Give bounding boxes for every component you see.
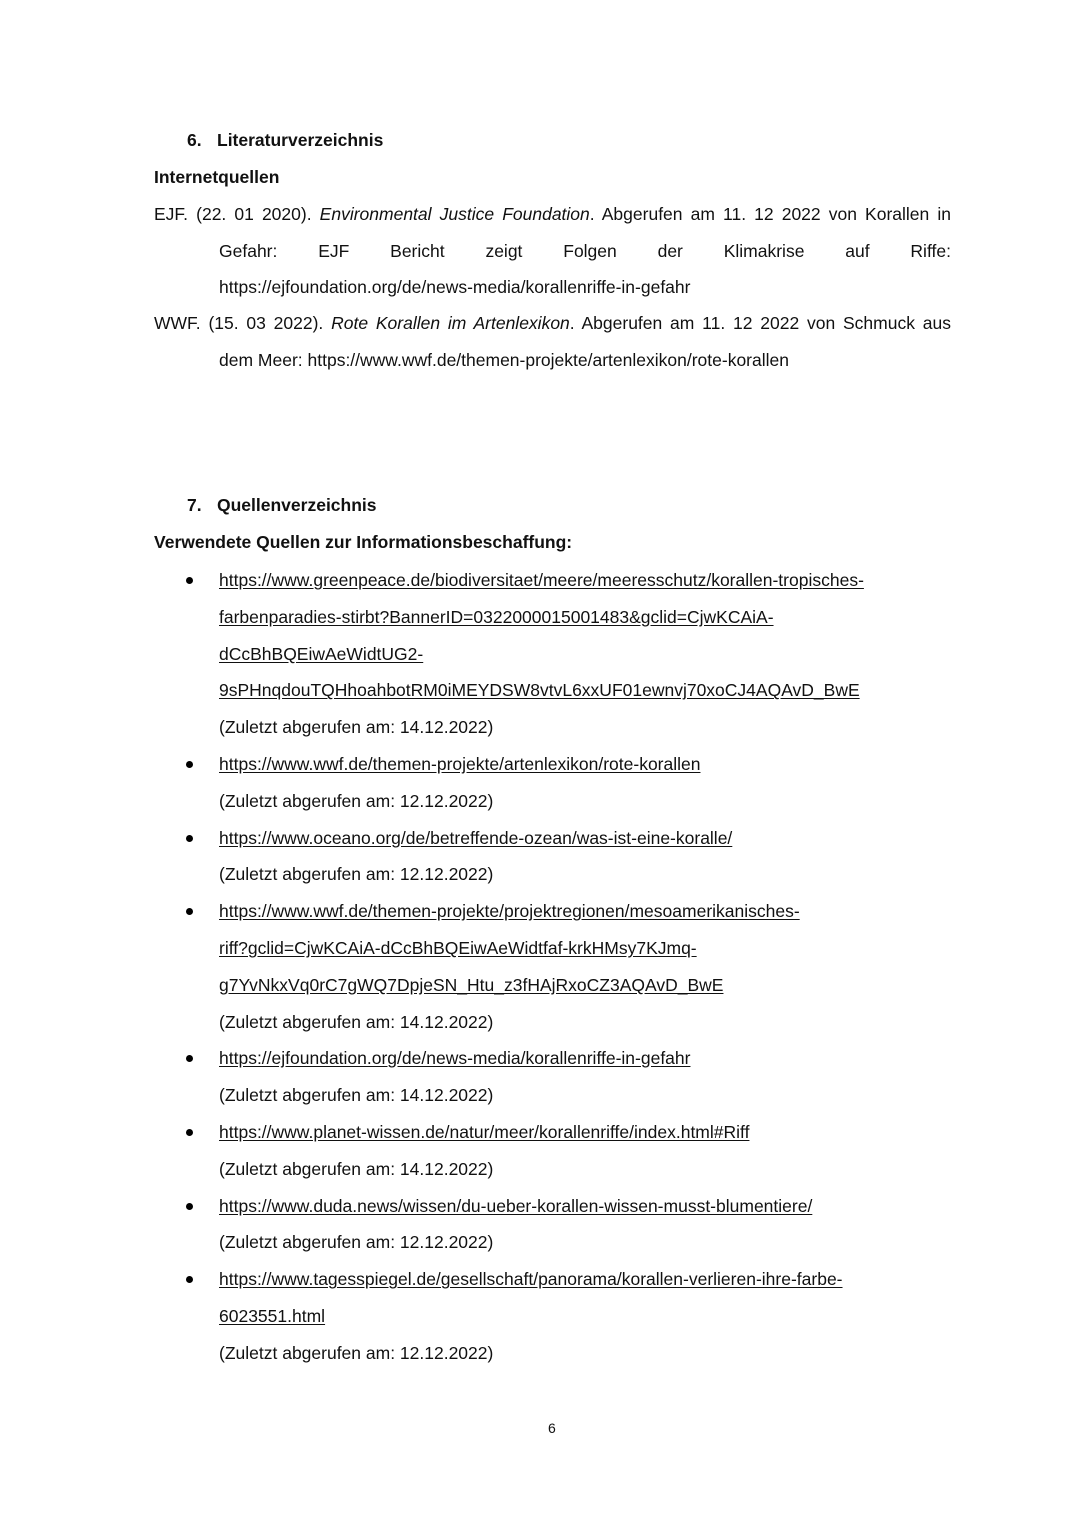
source-url[interactable]: farbenparadies-stirbt?BannerID=0322000015001483&gclid=CjwKCAiA- <box>219 606 774 627</box>
reference-line: EJF. (22. 01 2020). Environmental Justice Foundation. Abgerufen am 11. 12 2022 von Korallen in <box>154 204 951 224</box>
section-title: Literaturverzeichnis <box>217 130 384 150</box>
reference-line-justified: Gefahr: EJF Bericht zeigt Folgen der Klimakrise auf Riffe: <box>219 240 951 261</box>
section-number: 6. <box>187 130 202 150</box>
section-number: 7. <box>187 495 202 515</box>
bullet-icon <box>186 1055 193 1062</box>
bullet-icon <box>186 761 193 768</box>
access-date: (Zuletzt abgerufen am: 12.12.2022) <box>219 864 494 885</box>
source-url[interactable]: https://www.wwf.de/themen-projekte/projektregionen/mesoamerikanisches- <box>219 901 800 922</box>
bullet-icon <box>186 1276 193 1283</box>
subheading-internetquellen: Internetquellen <box>154 167 280 187</box>
section-title: Quellenverzeichnis <box>217 495 377 515</box>
source-url[interactable]: https://www.tagesspiegel.de/gesellschaft/panorama/korallen-verlieren-ihre-farbe- <box>219 1269 843 1290</box>
access-date: (Zuletzt abgerufen am: 14.12.2022) <box>219 717 494 738</box>
reference-title: Rote Korallen im Artenlexikon <box>331 313 570 333</box>
source-url[interactable]: 9sPHnqdouTQHhoahbotRM0iMEYDSW8vtvL6xxUF01ewnvj70xoCJ4AQAvD_BwE <box>219 680 860 701</box>
access-date: (Zuletzt abgerufen am: 12.12.2022) <box>219 1232 494 1253</box>
source-url[interactable]: https://www.oceano.org/de/betreffende-ozean/was-ist-eine-koralle/ <box>219 827 733 848</box>
section-heading-quellen <box>187 495 377 516</box>
page-number: 6 <box>548 1420 556 1436</box>
source-url[interactable]: riff?gclid=CjwKCAiA-dCcBhBQEiwAeWidtfaf-krkHMsy7KJmq- <box>219 938 697 958</box>
reference-ejf <box>154 196 951 306</box>
bullet-icon <box>186 1203 193 1210</box>
source-url[interactable]: https://www.greenpeace.de/biodiversitaet/meere/meeresschutz/korallen-tropisches- <box>219 570 864 590</box>
reference-line: WWF. (15. 03 2022). Rote Korallen im Artenlexikon. Abgerufen am 11. 12 2022 von Schmuck aus <box>154 313 951 333</box>
access-date: (Zuletzt abgerufen am: 14.12.2022) <box>219 1011 494 1032</box>
reference-url: https://ejfoundation.org/de/news-media/korallenriffe-in-gefahr <box>219 277 691 297</box>
subheading-verwendete-quellen: Verwendete Quellen zur Informationsbeschaffung: <box>154 532 573 552</box>
source-url[interactable]: https://www.planet-wissen.de/natur/meer/korallenriffe/index.html#Riff <box>219 1122 750 1142</box>
source-url[interactable]: dCcBhBQEiwAeWidtUG2- <box>219 643 424 664</box>
source-url[interactable]: https://www.duda.news/wissen/du-ueber-korallen-wissen-musst-blumentiere/ <box>219 1195 813 1216</box>
reference-url: dem Meer: https://www.wwf.de/themen-projekte/artenlexikon/rote-korallen <box>219 349 789 370</box>
bullet-icon <box>186 835 193 842</box>
section-heading-literatur <box>187 130 383 151</box>
source-url[interactable]: 6023551.html <box>219 1306 326 1326</box>
access-date: (Zuletzt abgerufen am: 14.12.2022) <box>219 1085 494 1106</box>
access-date: (Zuletzt abgerufen am: 12.12.2022) <box>219 790 494 811</box>
source-url[interactable]: g7YvNkxVq0rC7gWQ7DpjeSN_Htu_z3fHAjRxoCZ3AQAvD_BwE <box>219 974 724 995</box>
access-date: (Zuletzt abgerufen am: 14.12.2022) <box>219 1158 494 1179</box>
reference-wwf <box>154 305 951 378</box>
access-date: (Zuletzt abgerufen am: 12.12.2022) <box>219 1342 494 1363</box>
bullet-icon <box>186 577 193 584</box>
source-url[interactable]: https://www.wwf.de/themen-projekte/artenlexikon/rote-korallen <box>219 754 701 774</box>
source-url[interactable]: https://ejfoundation.org/de/news-media/korallenriffe-in-gefahr <box>219 1048 691 1069</box>
reference-title: Environmental Justice Foundation <box>319 204 590 224</box>
bullet-icon <box>186 1129 193 1136</box>
bullet-icon <box>186 908 193 915</box>
